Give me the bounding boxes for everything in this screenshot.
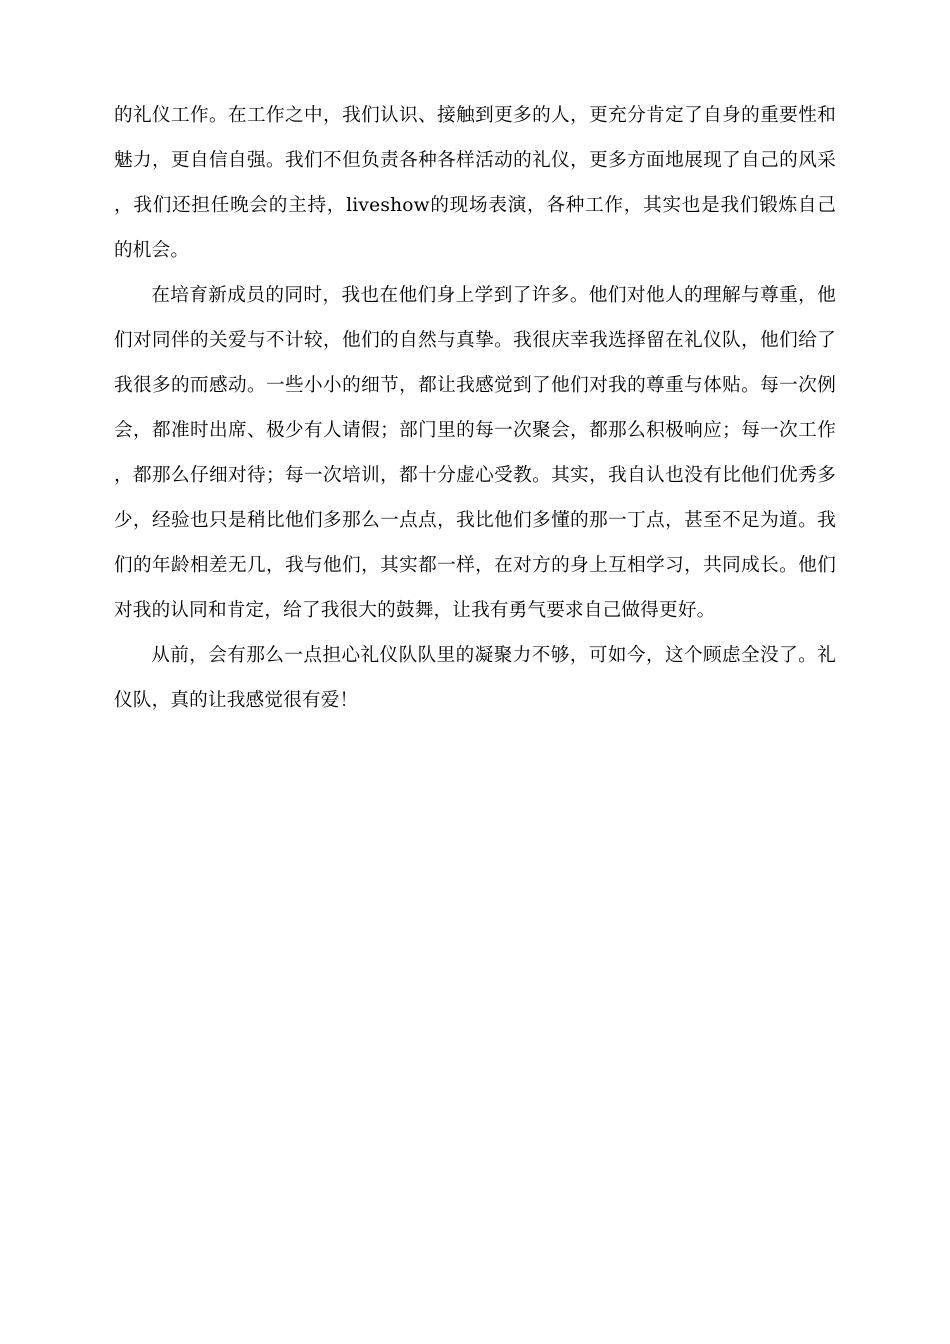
paragraph-new-members: 在培育新成员的同时，我也在他们身上学到了许多。他们对他人的理解与尊重，他们对同伴的关爱与不计较，他们的自然与真挚。我很庆幸我选择留在礼仪队，他们给了我很多的而感动。一些小小的细节，都让我感觉到了他们对我的尊重与体贴。每一次例会，都准时出席、极少有人请假；部门里的每一次聚会，都那么积极响应；每一次工作，都那么仔细对待；每一次培训，都十分虚心受教。其实，我自认也没有比他们优秀多少，经验也只是稍比他们多那么一点点，我比他们多懂的那一丁点，甚至不足为道。我们的年龄相差无几，我与他们，其实都一样，在对方的身上互相学习，共同成长。他们对我的认同和肯定，给了我很大的鼓舞，让我有勇气要求自己做得更好。 bbox=[114, 285, 836, 621]
paragraph-continuation: 的礼仪工作。在工作之中，我们认识、接触到更多的人，更充分肯定了自身的重要性和魅力，更自信自强。我们不但负责各种各样活动的礼仪，更多方面地展现了自己的风采，我们还担任晚会的主持，liveshow的现场表演，各种工作，其实也是我们锻炼自己的机会。 bbox=[114, 105, 836, 261]
document-body bbox=[114, 93, 836, 723]
paragraph-conclusion: 从前，会有那么一点担心礼仪队队里的凝聚力不够，可如今，这个顾虑全没了。礼仪队，真的让我感觉很有爱！ bbox=[114, 645, 836, 711]
